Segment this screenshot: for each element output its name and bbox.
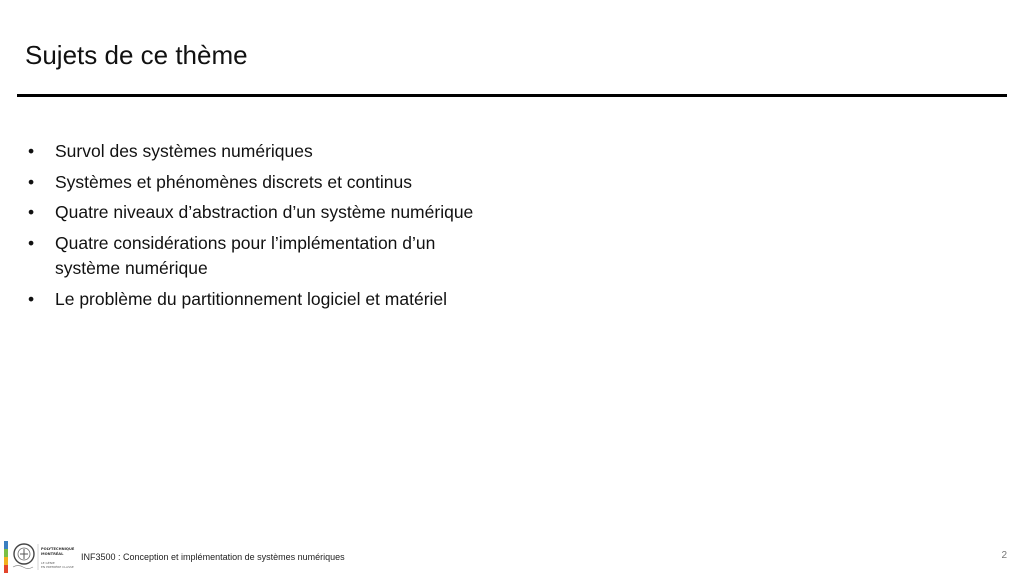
- list-item: [28, 200, 498, 226]
- list-item-text: Systèmes et phénomènes discrets et continus: [55, 171, 412, 192]
- page-number: 2: [1001, 550, 1007, 561]
- list-item-text: Le problème du partitionnement logiciel et matériel: [55, 288, 448, 309]
- list-item: [28, 231, 498, 282]
- logo-text-line1: POLYTECHNIQUE: [41, 547, 75, 551]
- bullet-list: [28, 139, 498, 317]
- list-item-text: Quatre considérations pour l’implémentation d’un système numérique: [55, 232, 436, 278]
- list-item-text: Quatre niveaux d’abstraction d’un système numérique: [55, 202, 474, 222]
- bullet-icon: •: [28, 202, 35, 222]
- list-item-text: Survol des systèmes numériques: [55, 141, 313, 161]
- bullet-icon: •: [28, 171, 35, 192]
- logo-signature-flourish: [13, 566, 33, 569]
- bullet-icon: •: [28, 232, 35, 253]
- logo-seal-mark: [20, 549, 28, 559]
- bullet-icon: •: [28, 141, 35, 161]
- logo-tagline-line2: EN PREMIÈRE CLASSE: [41, 565, 74, 569]
- list-item: [28, 170, 498, 196]
- polytechnique-logo: [4, 540, 84, 574]
- title-divider: [17, 94, 1007, 97]
- footer-course-title: INF3500 : Conception et implémentation de systèmes numériques: [81, 552, 345, 562]
- logo-text-line2: MONTRÉAL: [41, 552, 64, 556]
- list-item: [28, 139, 498, 165]
- bullet-icon: •: [28, 288, 35, 309]
- slide-title: Sujets de ce thème: [25, 40, 248, 70]
- logo-tagline-line1: LE GÉNIE: [41, 561, 55, 565]
- list-item: [28, 287, 498, 313]
- logo-stripe-red: [4, 565, 8, 573]
- logo-stripe-green: [4, 549, 8, 557]
- logo-stripe-blue: [4, 541, 8, 549]
- logo-stripe-yellow: [4, 557, 8, 565]
